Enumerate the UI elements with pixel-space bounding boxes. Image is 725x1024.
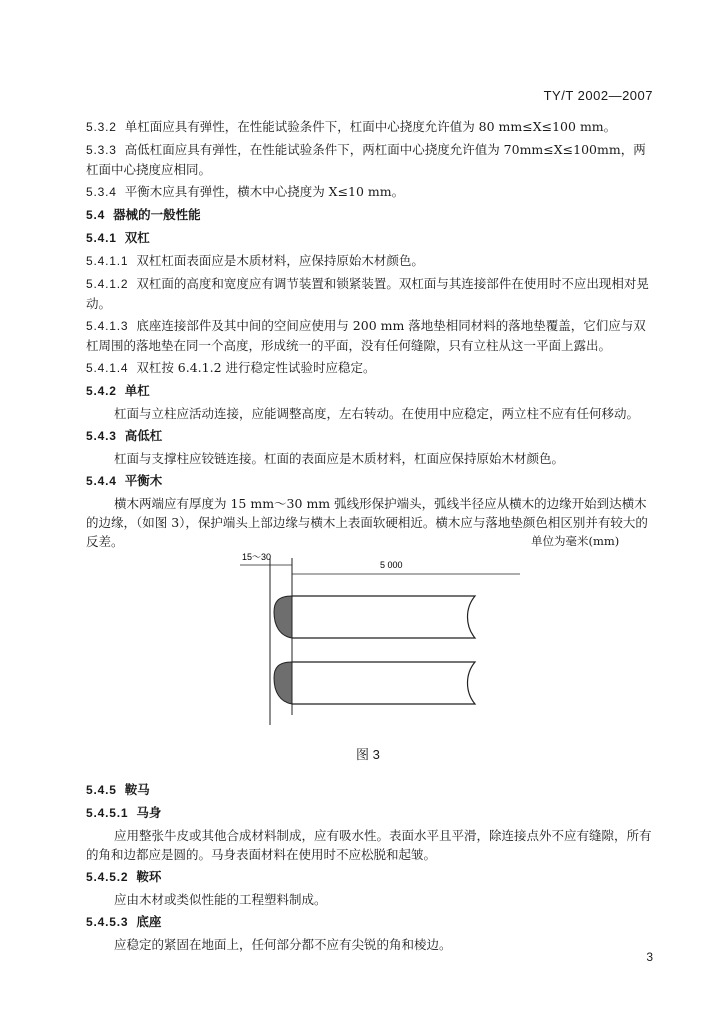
end-cap-lower — [274, 662, 292, 704]
clause-number: 5.4.2 — [86, 384, 117, 398]
clause-number: 5.4 — [86, 208, 106, 222]
clause-text: 应稳定的紧固在地面上，任何部分都不应有尖锐的角和棱边。 — [114, 937, 452, 952]
clause-5-4-1-1 — [86, 251, 656, 271]
section-5-4-5-3-heading — [86, 912, 656, 932]
clause-5-4-1-4 — [86, 358, 656, 378]
beam-lower — [274, 662, 475, 704]
clause-number: 5.4.5 — [86, 783, 117, 797]
clause-text: 平衡木应具有弹性，横木中心挠度为 X≤10 mm。 — [124, 184, 405, 199]
heading-text: 器械的一般性能 — [113, 207, 201, 222]
clause-number: 5.4.1.3 — [86, 319, 129, 333]
clause-text: 双杠按 6.4.1.2 进行稳定性试验时应稳定。 — [136, 360, 376, 375]
paragraph-uneven-bars — [86, 449, 656, 468]
heading-text: 马身 — [136, 805, 162, 820]
heading-text: 平衡木 — [124, 473, 163, 488]
clause-5-4-1-2 — [86, 274, 656, 313]
section-5-4-heading — [86, 205, 656, 225]
clause-text: 底座连接部件及其中间的空间应使用与 200 mm 落地垫相同材料的落地垫覆盖，它们应与双杠周围的落地垫在同一个高度，形成统一的平面，没有任何缝隙，只有立柱从这一平面上露出。 — [86, 318, 646, 353]
section-5-4-1-heading — [86, 228, 656, 248]
clause-number: 5.4.5.1 — [86, 806, 129, 820]
clause-number: 5.4.5.3 — [86, 915, 129, 929]
clause-text: 杠面与支撑柱应铰链连接。杠面的表面应是木质材料，杠面应保持原始木材颜色。 — [114, 451, 565, 466]
beam-upper — [274, 596, 475, 638]
clause-number: 5.3.2 — [86, 120, 117, 134]
heading-text: 单杠 — [124, 383, 150, 398]
dimension-label-length: 5 000 — [380, 560, 403, 570]
heading-text: 鞍马 — [124, 782, 150, 797]
clause-number: 5.4.5.2 — [86, 870, 129, 884]
clause-5-3-2 — [86, 117, 656, 137]
clause-number: 5.3.3 — [86, 143, 117, 157]
clause-text: 应用整张牛皮或其他合成材料制成，应有吸水性。表面水平且平滑，除连接点外不应有缝隙，所有的角和边都应是圆的。马身表面材料在使用时不应松脱和起皱。 — [86, 828, 652, 862]
figure-3-diagram — [230, 550, 520, 730]
clause-number: 5.4.1.4 — [86, 361, 129, 375]
standard-code: TY/T 2002—2007 — [543, 88, 653, 103]
unit-note: 单位为毫米(mm) — [531, 534, 620, 548]
clause-number: 5.4.1.1 — [86, 254, 129, 268]
figure-caption: 图 3 — [356, 747, 380, 762]
section-5-4-3-heading — [86, 426, 656, 446]
clause-text: 双杠面的高度和宽度应有调节装置和锁紧装置。双杠面与其连接部件在使用时不应出现相对晃动。 — [86, 276, 649, 311]
clause-text: 高低杠面应具有弹性，在性能试验条件下，两杠面中心挠度允许值为 70mm≤X≤100mm，两杠面中心挠度应相同。 — [86, 142, 646, 177]
heading-text: 双杠 — [124, 230, 150, 245]
clause-5-3-4 — [86, 182, 656, 202]
heading-text: 鞍环 — [136, 869, 162, 884]
section-5-4-5-2-heading — [86, 867, 656, 887]
paragraph-pommels — [86, 890, 656, 909]
balance-beam-end-diagram — [230, 550, 520, 730]
lower-text — [86, 780, 656, 957]
clause-number: 5.4.1 — [86, 231, 117, 245]
paragraph-single-bar — [86, 404, 656, 423]
clause-5-4-1-3 — [86, 316, 656, 355]
section-5-4-5-1-heading — [86, 803, 656, 823]
clause-number: 5.4.1.2 — [86, 277, 129, 291]
clause-text: 单杠面应具有弹性，在性能试验条件下，杠面中心挠度允许值为 80 mm≤X≤100 mm。 — [124, 119, 617, 134]
page-number: 3 — [646, 950, 653, 964]
paragraph-horse-body — [86, 826, 656, 864]
dimension-label-end-cap: 15～30 — [242, 552, 272, 562]
clause-text: 双杠杠面表面应是木质材料，应保持原始木材颜色。 — [136, 253, 424, 268]
clause-text: 横木两端应有厚度为 15 mm～30 mm 弧线形保护端头，弧线半径应从横木的边缘开始到达横木的边缘，（如图 3），保护端头上部边缘与横木上表面软硬相近。横木应与落地垫颜色相区别并有较大的反差。 — [86, 496, 648, 549]
main-text — [86, 117, 656, 554]
paragraph-base — [86, 935, 656, 954]
clause-5-3-3 — [86, 140, 656, 179]
clause-number: 5.3.4 — [86, 185, 117, 199]
clause-number: 5.4.4 — [86, 474, 117, 488]
heading-text: 底座 — [136, 914, 162, 929]
clause-text: 应由木材或类似性能的工程塑料制成。 — [114, 892, 327, 907]
clause-number: 5.4.3 — [86, 429, 117, 443]
clause-text: 杠面与立柱应活动连接，应能调整高度，左右转动。在使用中应稳定，两立柱不应有任何移动。 — [114, 406, 640, 421]
section-5-4-2-heading — [86, 381, 656, 401]
section-5-4-4-heading — [86, 471, 656, 491]
section-5-4-5-heading — [86, 780, 656, 800]
end-cap-upper — [274, 596, 292, 638]
heading-text: 高低杠 — [124, 428, 163, 443]
